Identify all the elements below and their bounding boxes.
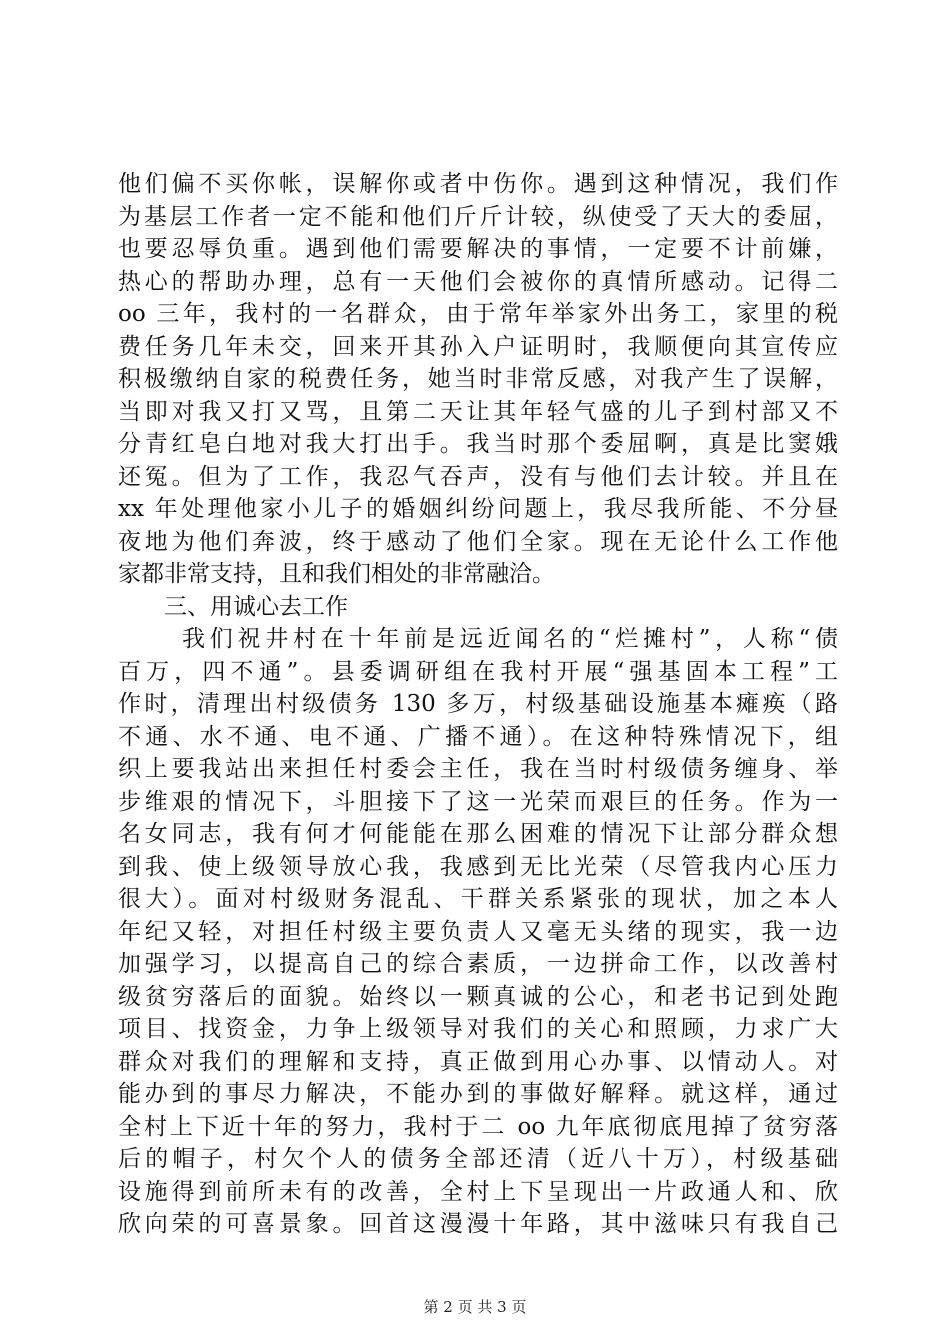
paragraph-line: 我们祝井村在十年前是远近闻名的“烂摊村”，人称“债 <box>182 626 838 652</box>
paragraph-line: 级贫穷落后的面貌。始终以一颗真诚的公心，和老书记到处跑 <box>118 983 838 1010</box>
paragraph-line: 他们偏不买你帐，误解你或者中伤你。遇到这种情况，我们作 <box>118 171 838 197</box>
paragraph-line: 步维艰的情况下，斗胆接下了这一光荣而艰巨的任务。作为一 <box>118 788 838 815</box>
paragraph-line: 费任务几年未交，回来开其孙入户证明时，我顺便向其宣传应 <box>118 333 838 360</box>
paragraph-line: 为基层工作者一定不能和他们斤斤计较，纵使受了天大的委屈， <box>118 203 838 230</box>
body-text <box>118 168 838 1241</box>
paragraph-line: 群众对我们的理解和支持，真正做到用心办事、以情动人。对 <box>118 1048 838 1075</box>
paragraph-line: 当即对我又打又骂，且第二天让其年轻气盛的儿子到村部又不 <box>118 398 838 425</box>
paragraph-line: 夜地为他们奔波，终于感动了他们全家。现在无论什么工作他 <box>118 528 838 555</box>
paragraph-line: 后的帽子，村欠个人的债务全部还清（近八十万），村级基础 <box>118 1146 838 1172</box>
paragraph-line: 不通、水不通、电不通、广播不通）。在这种特殊情况下，组 <box>118 723 838 750</box>
paragraph-line: 能办到的事尽力解决，不能办到的事做好解释。就这样，通过 <box>118 1081 838 1107</box>
paragraph-line: 积极缴纳自家的税费任务，她当时非常反感，对我产生了误解， <box>118 366 838 392</box>
paragraph-line: 家都非常支持，且和我们相处的非常融洽。 <box>118 561 555 587</box>
paragraph-line: oo 三年，我村的一名群众，由于常年举家外出务工，家里的税 <box>118 301 838 327</box>
paragraph-line: 百万，四不通”。县委调研组在我村开展“强基固本工程”工 <box>118 658 838 685</box>
paragraph-line: 热心的帮助办理，总有一天他们会被你的真情所感动。记得二 <box>118 268 838 295</box>
paragraph-line: 年纪又轻，对担任村级主要负责人又毫无头绪的现实，我一边 <box>118 918 838 945</box>
paragraph-line: 全村上下近十年的努力，我村于二 oo 九年底彻底甩掉了贫穷落 <box>118 1113 838 1140</box>
paragraph-line: 分青红皂白地对我大打出手。我当时那个委屈啊，真是比窦娥 <box>118 431 838 457</box>
paragraph-line: 项目、找资金，力争上级领导对我们的关心和照顾，力求广大 <box>118 1016 838 1042</box>
paragraph-line: 作时，清理出村级债务 130 多万，村级基础设施基本瘫痪（路 <box>118 691 838 717</box>
paragraph-line: 到我、使上级领导放心我，我感到无比光荣（尽管我内心压力 <box>118 853 838 880</box>
paragraph-line: 织上要我站出来担任村委会主任，我在当时村级债务缠身、举 <box>118 756 838 782</box>
paragraph-line: 还冤。但为了工作，我忍气吞声，没有与他们去计较。并且在 <box>118 463 838 490</box>
section-heading: 三、用诚心去工作 <box>164 593 348 620</box>
paragraph-line: 欣向荣的可喜景象。回首这漫漫十年路，其中滋味只有我自己 <box>118 1211 838 1237</box>
paragraph-line: 也要忍辱负重。遇到他们需要解决的事情，一定要不计前嫌， <box>118 236 838 262</box>
paragraph-line: 加强学习，以提高自己的综合素质，一边拼命工作，以改善村 <box>118 951 838 977</box>
paragraph-line: xx 年处理他家小儿子的婚姻纠纷问题上，我尽我所能、不分昼 <box>118 496 838 522</box>
paragraph-line: 名女同志，我有何才何能能在那么困难的情况下让部分群众想 <box>118 821 838 847</box>
page-footer: 第 2 页 共 3 页 <box>423 1298 527 1316</box>
paragraph-line: 很大）。面对村级财务混乱、干群关系紧张的现状，加之本人 <box>118 886 838 912</box>
paragraph-line: 设施得到前所未有的改善，全村上下呈现出一片政通人和、欣 <box>118 1178 838 1205</box>
